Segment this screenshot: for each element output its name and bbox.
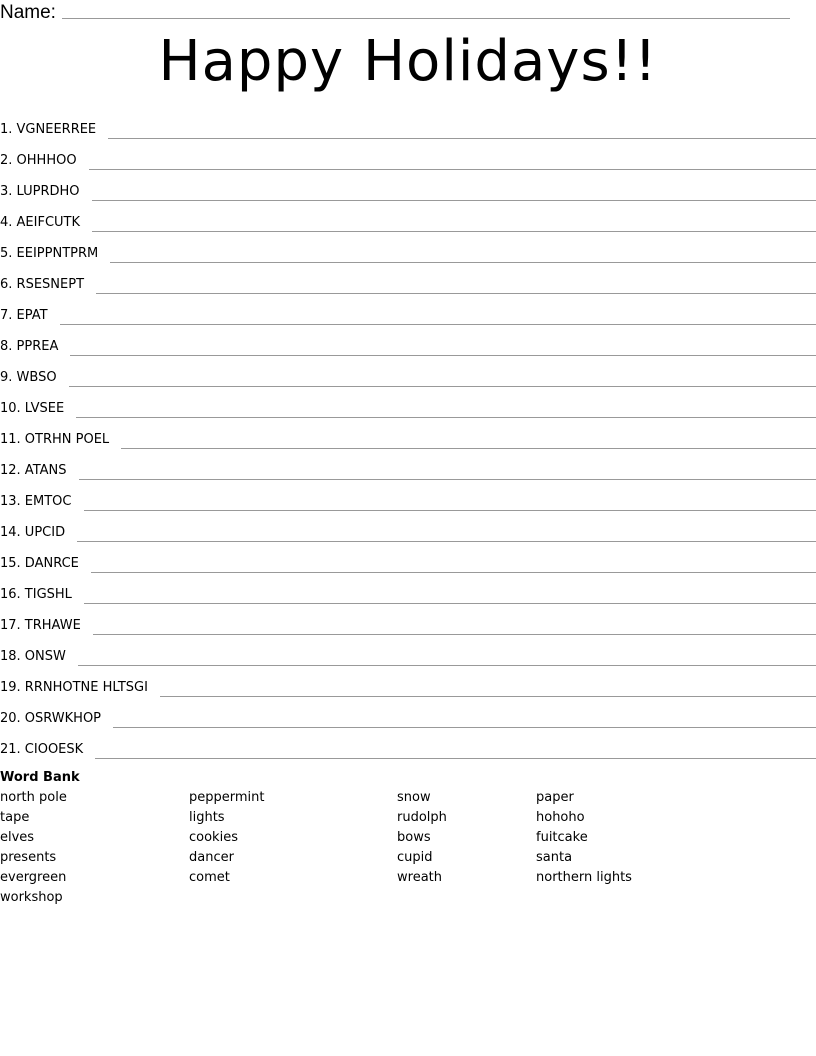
clue-text: 11. OTRHN POEL — [0, 432, 110, 447]
clue-row — [0, 389, 816, 420]
word-bank-item: santa — [536, 850, 573, 865]
clue-text: 12. ATANS — [0, 463, 67, 478]
word-bank-item: cookies — [189, 830, 238, 845]
answer-line[interactable] — [84, 603, 816, 604]
answer-line[interactable] — [77, 541, 816, 542]
word-bank-item: rudolph — [397, 810, 447, 825]
word-bank-item: hohoho — [536, 810, 585, 825]
clue-text: 3. LUPRDHO — [0, 184, 80, 199]
word-bank-item: dancer — [189, 850, 234, 865]
clue-row — [0, 358, 816, 389]
clue-text: 16. TIGSHL — [0, 587, 72, 602]
name-label: Name: — [0, 2, 56, 23]
clue-text: 21. CIOOESK — [0, 742, 84, 757]
clue-row — [0, 265, 816, 296]
word-bank-item: paper — [536, 790, 574, 805]
answer-line[interactable] — [110, 262, 816, 263]
answer-line[interactable] — [89, 169, 816, 170]
page-title: Happy Holidays!! — [158, 29, 658, 94]
clue-row — [0, 482, 816, 513]
answer-line[interactable] — [91, 572, 816, 573]
word-bank-item: fuitcake — [536, 830, 588, 845]
word-bank-item: tape — [0, 810, 30, 825]
clue-row — [0, 420, 816, 451]
word-bank-item: north pole — [0, 790, 67, 805]
clue-row — [0, 110, 816, 141]
clue-text: 8. PPREA — [0, 339, 59, 354]
name-field-row — [0, 0, 790, 22]
word-bank-item: cupid — [397, 850, 433, 865]
word-bank-item: comet — [189, 870, 230, 885]
answer-line[interactable] — [121, 448, 816, 449]
answer-line[interactable] — [92, 200, 816, 201]
word-bank-item: northern lights — [536, 870, 632, 885]
clue-row — [0, 451, 816, 482]
answer-line[interactable] — [78, 665, 816, 666]
clue-text: 2. OHHHOO — [0, 153, 77, 168]
word-bank-item: workshop — [0, 890, 63, 905]
clue-row — [0, 637, 816, 668]
answer-line[interactable] — [92, 231, 816, 232]
clue-text: 15. DANRCE — [0, 556, 79, 571]
clue-text: 7. EPAT — [0, 308, 48, 323]
name-input-line[interactable] — [62, 17, 790, 19]
clue-row — [0, 203, 816, 234]
word-bank-item: peppermint — [189, 790, 265, 805]
clue-text: 1. VGNEERREE — [0, 122, 97, 137]
clue-row — [0, 544, 816, 575]
clue-row — [0, 668, 816, 699]
word-bank — [0, 790, 816, 920]
clue-row — [0, 606, 816, 637]
clue-row — [0, 730, 816, 761]
clue-list — [0, 110, 816, 761]
clue-row — [0, 513, 816, 544]
answer-line[interactable] — [79, 479, 816, 480]
answer-line[interactable] — [108, 138, 816, 139]
clue-text: 4. AEIFCUTK — [0, 215, 81, 230]
clue-row — [0, 141, 816, 172]
answer-line[interactable] — [96, 293, 816, 294]
word-bank-item: elves — [0, 830, 35, 845]
word-bank-item: evergreen — [0, 870, 67, 885]
answer-line[interactable] — [69, 386, 816, 387]
word-bank-item: wreath — [397, 870, 442, 885]
word-bank-item: snow — [397, 790, 431, 805]
word-bank-item: bows — [397, 830, 431, 845]
clue-text: 9. WBSO — [0, 370, 57, 385]
answer-line[interactable] — [160, 696, 816, 697]
clue-text: 10. LVSEE — [0, 401, 65, 416]
clue-row — [0, 234, 816, 265]
clue-row — [0, 327, 816, 358]
clue-row — [0, 296, 816, 327]
answer-line[interactable] — [84, 510, 816, 511]
answer-line[interactable] — [60, 324, 816, 325]
clue-text: 5. EEIPPNTPRM — [0, 246, 99, 261]
answer-line[interactable] — [76, 417, 816, 418]
answer-line[interactable] — [113, 727, 816, 728]
clue-text: 13. EMTOC — [0, 494, 72, 509]
word-bank-title: Word Bank — [0, 770, 80, 785]
clue-row — [0, 699, 816, 730]
clue-text: 18. ONSW — [0, 649, 66, 664]
answer-line[interactable] — [93, 634, 816, 635]
clue-row — [0, 172, 816, 203]
clue-text: 20. OSRWKHOP — [0, 711, 102, 726]
clue-text: 14. UPCID — [0, 525, 66, 540]
clue-text: 19. RRNHOTNE HLTSGI — [0, 680, 148, 695]
clue-text: 6. RSESNEPT — [0, 277, 85, 292]
word-bank-item: presents — [0, 850, 57, 865]
answer-line[interactable] — [95, 758, 816, 759]
word-bank-item: lights — [189, 810, 225, 825]
answer-line[interactable] — [70, 355, 816, 356]
clue-row — [0, 575, 816, 606]
clue-text: 17. TRHAWE — [0, 618, 81, 633]
